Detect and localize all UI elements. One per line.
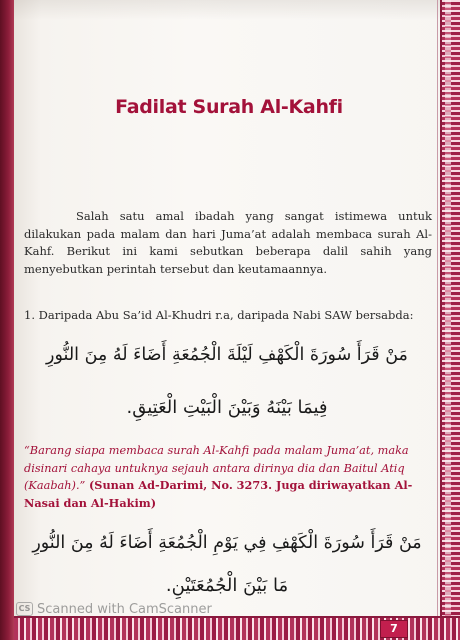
watermark-text: Scanned with CamScanner (37, 601, 212, 617)
hadith-translation (24, 442, 436, 512)
book-page (14, 0, 460, 640)
arabic-text-line-4: مَا بَيْنَ الْجُمُعَتَيْنِ. (165, 575, 289, 596)
decorative-bottom-border (14, 616, 460, 640)
hadith-reference: (Sunan Ad-Darimi, No. 3273. Juga diriwayatkan Al-Nasai dan Al-Hakim) (24, 478, 413, 510)
arabic-text-line-2: فِيمَا بَيْنَهُ وَبَيْنَ الْبَيْتِ الْعَتِيقِ. (126, 397, 328, 418)
book-spine-edge (0, 0, 14, 640)
arabic-text-line-3: مَنْ قَرَأَ سُورَةَ الْكَهْفِ فِي يَوْمِ الْجُمُعَةِ أَضَاءَ لَهُ مِنَ النُّورِ (32, 533, 422, 553)
right-inner-rule (437, 0, 438, 620)
camscanner-logo-icon: CS (16, 602, 33, 616)
arabic-text-line-1: مَنْ قَرَأَ سُورَةَ الْكَهْفِ لَيْلَةَ الْجُمُعَةِ أَضَاءَ لَهُ مِنَ النُّورِ (46, 345, 408, 365)
translation-quote: “Barang siapa membaca surah Al-Kahfi pada malam Juma’at, maka disinari cahaya untuknya sejauh antara dirinya dia dan Baitul Atiq (Kaabah).” (24, 444, 409, 492)
decorative-right-border (440, 0, 460, 640)
page-number: 7 (380, 620, 408, 638)
hadith-list-item-1: 1. Daripada Abu Sa’id Al-Khudri r.a, daripada Nabi SAW bersabda: (24, 308, 414, 322)
page-title: Fadilat Surah Al-Kahfi (115, 96, 343, 118)
page-top-shadow (14, 0, 460, 20)
intro-paragraph: Salah satu amal ibadah yang sangat istimewa untuk dilakukan pada malam dan hari Juma’at adalah membaca surah Al-Kahf. Berikut ini kami sebutkan beberapa dalil sahih yang menyebutkan perintah tersebut dan keutamaannya. (24, 209, 432, 276)
